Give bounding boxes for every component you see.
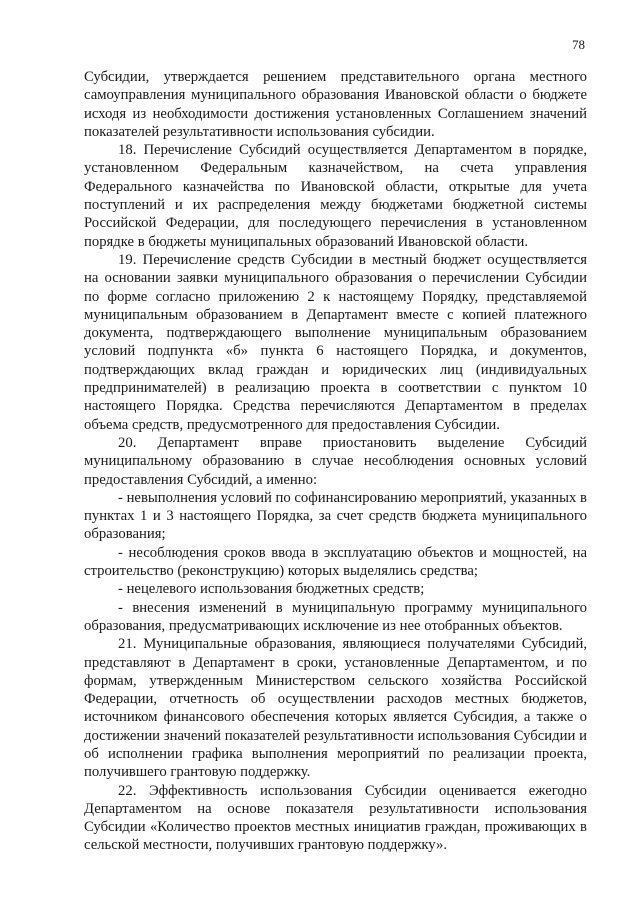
paragraph-22: 22. Эффективность использования Субсидии оценивается ежегодно Департаментом на основе показателя результативности использования Субсидии «Количество проектов местных инициатив граждан, проживающих в сельской местности, получивших грантовую поддержку». xyxy=(84,782,587,854)
paragraph-continuation: Субсидии, утверждается решением представительного органа местного самоуправления муниципального образования Ивановской области о бюджете исходя из необходимости достижения установленных Соглашением значений показателей результативности использования субсидии. xyxy=(84,69,587,140)
paragraph-21: 21. Муниципальные образования, являющиеся получателями Субсидий, представляют в Департамент в сроки, установленные Департаментом, и по формам, утвержденным Министерством сельского хозяйства Российской Федерации, отчетность об осуществлении расходов местных бюджетов, источником финансового обеспечения которых является Субсидия, а также о достижении значений показателей результативности использования Субсидии и об исполнении графика выполнения мероприятий по реализации проекта, получившего грантовую поддержку. xyxy=(84,636,587,781)
paragraph-19: 19. Перечисление средств Субсидии в местный бюджет осуществляется на основании заявки муниципального образования о перечислении Субсидии по форме согласно приложению 2 к настоящему Порядку, представляемой муниципальным образованием в Департамент вместе с копией платежного документа, подтверждающего выполнение муниципальным образованием условий подпункта «б» пункта 6 настоящего Порядка, и документов, подтверждающих вклад граждан и юридических лиц (индивидуальных предпринимателей) в реализацию проекта в соответствии с пунктом 10 настоящего Порядка. Средства перечисляются Департаментом в пределах объема средств, предусмотренного для предоставления Субсидии. xyxy=(84,251,587,433)
document-body xyxy=(84,68,587,855)
page-number: 78 xyxy=(572,37,585,52)
list-item-condition-3: - нецелевого использования бюджетных средств; xyxy=(118,581,425,598)
list-item-condition-2: - несоблюдения сроков ввода в эксплуатацию объектов и мощностей, на строительство (реконструкцию) которых выделялись средства; xyxy=(84,544,587,580)
list-item-condition-1: - невыполнения условий по софинансированию мероприятий, указанных в пунктах 1 и 3 настоящего Порядка, за счет средств бюджета муниципального образования; xyxy=(84,489,587,543)
paragraph-18: 18. Перечисление Субсидий осуществляется Департаментом в порядке, установленном Федеральным казначейством, на счета управления Федерального казначейства по Ивановской области, открытые для учета поступлений и их распределения между бюджетами бюджетной системы Российской Федерации, для последующего перечисления в установленном порядке в бюджеты муниципальных образований Ивановской области. xyxy=(84,142,587,250)
paragraph-20: 20. Департамент вправе приостановить выделение Субсидий муниципальному образованию в случае несоблюдения основных условий предоставления Субсидий, а именно: xyxy=(84,434,587,488)
list-item-condition-4: - внесения изменений в муниципальную программу муниципального образования, предусматривающих исключение из нее отобранных объектов. xyxy=(84,599,587,634)
